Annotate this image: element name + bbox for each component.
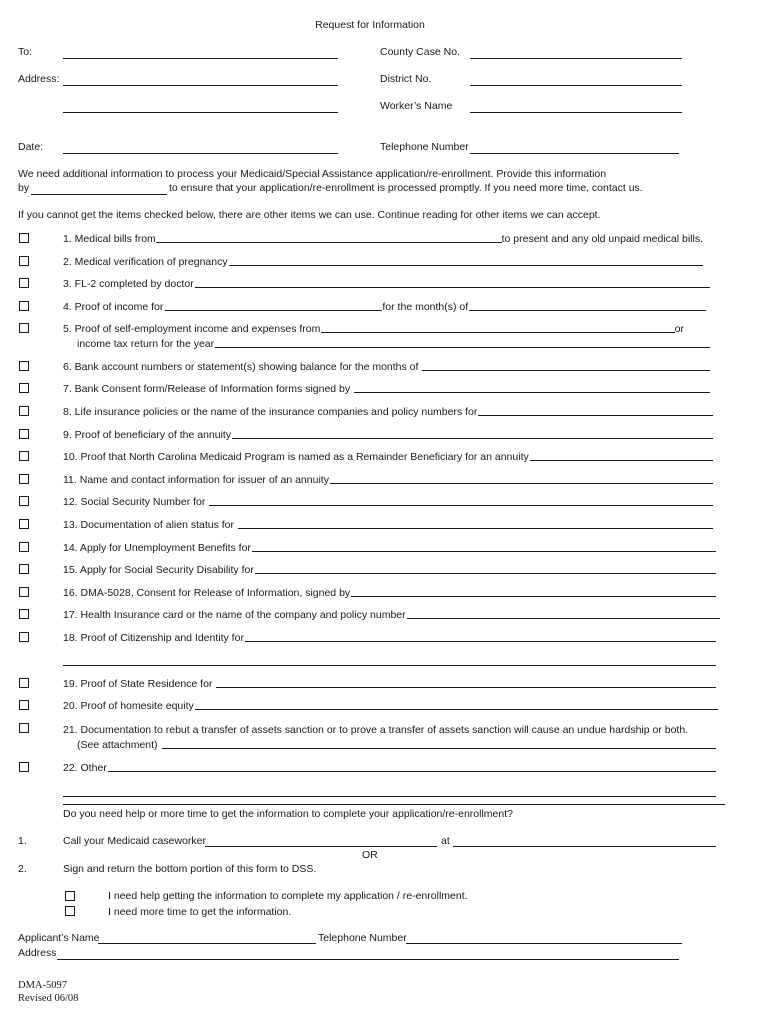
item-19-label: 19. Proof of State Residence for — [63, 678, 213, 690]
worker-name-field[interactable] — [470, 112, 682, 113]
date-label: Date: — [18, 141, 44, 153]
item-4-mid: for the month(s) of — [382, 301, 469, 313]
item-7 — [63, 381, 710, 395]
item-3-label: 3. FL-2 completed by doctor — [63, 278, 194, 290]
item-2-checkbox[interactable] — [19, 256, 29, 266]
item-19 — [63, 676, 716, 690]
item-4 — [63, 299, 706, 313]
item-11-field[interactable] — [330, 483, 713, 484]
item-7-field[interactable] — [354, 392, 710, 393]
item-7-checkbox[interactable] — [19, 383, 29, 393]
to-field[interactable] — [63, 58, 338, 59]
item-6-label: 6. Bank account numbers or statement(s) showing balance for the months of — [63, 361, 419, 373]
item-1-field[interactable] — [156, 242, 502, 243]
item-20-label: 20. Proof of homesite equity — [63, 700, 194, 712]
caseworker-phone-field[interactable] — [453, 846, 716, 847]
applicant-name-field[interactable] — [98, 943, 316, 944]
or-separator: OR — [362, 849, 378, 861]
item-5-checkbox[interactable] — [19, 323, 29, 333]
item-14 — [63, 540, 716, 554]
item-14-field[interactable] — [252, 551, 716, 552]
district-label: District No. — [380, 73, 432, 85]
item-5-cont — [77, 336, 710, 350]
item-22-checkbox[interactable] — [19, 762, 29, 772]
applicant-phone-field[interactable] — [406, 943, 682, 944]
item-5-field-a[interactable] — [321, 332, 674, 333]
item-11 — [63, 472, 713, 486]
item-18-checkbox[interactable] — [19, 632, 29, 642]
need-help-checkbox[interactable] — [65, 891, 75, 901]
item-18-label: 18. Proof of Citizenship and Identity for — [63, 632, 244, 644]
item-21-label: 21. Documentation to rebut a transfer of assets sanction or to prove a transfer of assets sanction will cause an undue hardship or both. — [63, 724, 689, 736]
item-13-label: 13. Documentation of alien status for — [63, 519, 235, 531]
deadline-field[interactable] — [31, 194, 167, 195]
item-22 — [63, 760, 716, 774]
item-9-checkbox[interactable] — [19, 429, 29, 439]
telephone-label: Telephone Number — [380, 141, 469, 153]
instruction-text: If you cannot get the items checked below, there are other items we can use. Continue reading for other items we can accept. — [18, 209, 601, 221]
item-6-checkbox[interactable] — [19, 361, 29, 371]
item-5-field-b[interactable] — [215, 347, 710, 348]
item-6 — [63, 359, 710, 373]
item-10-checkbox[interactable] — [19, 451, 29, 461]
to-label: To: — [18, 46, 33, 58]
applicant-address-field[interactable] — [57, 959, 679, 960]
district-field[interactable] — [470, 85, 682, 86]
item-5-label: 5. Proof of self-employment income and expenses from — [63, 323, 321, 335]
need-help-label: I need help getting the information to complete my application / re-enrollment. — [108, 890, 468, 902]
intro-by: by — [18, 182, 30, 194]
item-21-cont — [77, 737, 716, 751]
item-14-checkbox[interactable] — [19, 542, 29, 552]
item-13 — [63, 517, 713, 531]
item-3-checkbox[interactable] — [19, 278, 29, 288]
item-4-label: 4. Proof of income for — [63, 301, 164, 313]
item-20-field[interactable] — [195, 709, 718, 710]
item-3 — [63, 276, 710, 290]
item-1-label: 1. Medical bills from — [63, 233, 156, 245]
item-21-checkbox[interactable] — [19, 723, 29, 733]
intro-line-2: to ensure that your application/re-enrollment is processed promptly. If you need more time, contact us. — [169, 182, 643, 194]
item-19-field[interactable] — [216, 687, 716, 688]
item-15-field[interactable] — [255, 573, 716, 574]
item-2 — [63, 254, 703, 268]
item-1-suffix: to present and any old unpaid medical bills. — [501, 233, 703, 245]
item-15-label: 15. Apply for Social Security Disability for — [63, 564, 254, 576]
item-19-checkbox[interactable] — [19, 678, 29, 688]
caseworker-name-field[interactable] — [205, 846, 437, 847]
item-11-checkbox[interactable] — [19, 474, 29, 484]
worker-name-label: Worker’s Name — [380, 100, 453, 112]
item-10-label: 10. Proof that North Carolina Medicaid Program is named as a Remainder Beneficiary for an annuity — [63, 451, 529, 463]
item-2-label: 2. Medical verification of pregnancy — [63, 256, 228, 268]
item-6-field[interactable] — [422, 370, 710, 371]
item-15 — [63, 562, 716, 576]
section-divider — [63, 804, 725, 805]
item-12-label: 12. Social Security Number for — [63, 496, 206, 508]
county-case-field[interactable] — [470, 58, 682, 59]
item-5-tax-label: income tax return for the year — [77, 338, 215, 350]
item-22-field-line-2[interactable] — [63, 796, 716, 797]
date-field[interactable] — [63, 153, 338, 154]
address-field-line-1[interactable] — [63, 85, 338, 86]
item-2-field[interactable] — [229, 265, 703, 266]
item-12-field[interactable] — [209, 505, 713, 506]
item-16 — [63, 585, 716, 599]
item-1-checkbox[interactable] — [19, 233, 29, 243]
item-18-field[interactable] — [245, 641, 716, 642]
item-16-label: 16. DMA-5028, Consent for Release of Information, signed by — [63, 587, 351, 599]
item-17-field[interactable] — [407, 618, 720, 619]
item-16-checkbox[interactable] — [19, 587, 29, 597]
item-9 — [63, 427, 713, 441]
item-12-checkbox[interactable] — [19, 496, 29, 506]
item-17 — [63, 607, 720, 621]
item-1 — [63, 231, 703, 245]
item-21 — [63, 722, 728, 736]
step-2-number: 2. — [18, 863, 27, 875]
item-8-label: 8. Life insurance policies or the name of the insurance companies and policy numbers for — [63, 406, 478, 418]
intro-line-1: We need additional information to process your Medicaid/Special Assistance application/re-enrollment. Provide this information — [18, 168, 607, 180]
item-15-checkbox[interactable] — [19, 564, 29, 574]
page-title: Request for Information — [315, 19, 425, 31]
item-12 — [63, 494, 713, 508]
step-1-text: Call your Medicaid caseworker — [63, 835, 206, 847]
help-question: Do you need help or more time to get the information to complete your application/re-enrollment? — [63, 808, 513, 820]
item-21-attachment: (See attachment) — [77, 739, 158, 751]
step-1-number: 1. — [18, 835, 27, 847]
need-time-checkbox[interactable] — [65, 906, 75, 916]
item-14-label: 14. Apply for Unemployment Benefits for — [63, 542, 251, 554]
form-revision: Revised 06/08 — [18, 993, 79, 1004]
item-10 — [63, 449, 713, 463]
item-9-field[interactable] — [232, 438, 713, 439]
applicant-phone-label: Telephone Number — [318, 932, 407, 944]
item-22-label: 22. Other — [63, 762, 107, 774]
item-7-label: 7. Bank Consent form/Release of Information forms signed by — [63, 383, 351, 395]
item-20-checkbox[interactable] — [19, 700, 29, 710]
item-11-label: 11. Name and contact information for issuer of an annuity — [63, 474, 329, 486]
county-case-label: County Case No. — [380, 46, 460, 58]
item-9-label: 9. Proof of beneficiary of the annuity — [63, 429, 232, 441]
step-2-text: Sign and return the bottom portion of this form to DSS. — [63, 863, 317, 875]
item-5 — [63, 321, 684, 335]
item-8-checkbox[interactable] — [19, 406, 29, 416]
item-22-field[interactable] — [108, 771, 716, 772]
applicant-address-label: Address — [18, 947, 57, 959]
item-4-checkbox[interactable] — [19, 301, 29, 311]
item-17-label: 17. Health Insurance card or the name of the company and policy number — [63, 609, 406, 621]
step-1-at: at — [441, 835, 450, 847]
item-5-or: or — [674, 323, 684, 335]
item-13-checkbox[interactable] — [19, 519, 29, 529]
item-8-field[interactable] — [478, 415, 713, 416]
item-13-field[interactable] — [238, 528, 713, 529]
need-time-label: I need more time to get the information. — [108, 906, 292, 918]
item-21-field[interactable] — [162, 748, 716, 749]
address-field-line-2[interactable] — [63, 112, 338, 113]
item-8 — [63, 404, 713, 418]
item-18-field-line-2[interactable] — [63, 665, 716, 666]
item-20 — [63, 698, 718, 712]
item-4-field-a[interactable] — [165, 310, 382, 311]
item-17-checkbox[interactable] — [19, 609, 29, 619]
applicant-name-label: Applicant’s Name — [18, 932, 100, 944]
item-18 — [63, 630, 716, 644]
address-label: Address: — [18, 73, 60, 85]
item-16-field[interactable] — [351, 596, 716, 597]
item-4-field-b[interactable] — [469, 310, 706, 311]
item-10-field[interactable] — [530, 460, 713, 461]
item-3-field[interactable] — [195, 287, 710, 288]
form-code: DMA-5097 — [18, 980, 67, 991]
telephone-field[interactable] — [470, 153, 679, 154]
